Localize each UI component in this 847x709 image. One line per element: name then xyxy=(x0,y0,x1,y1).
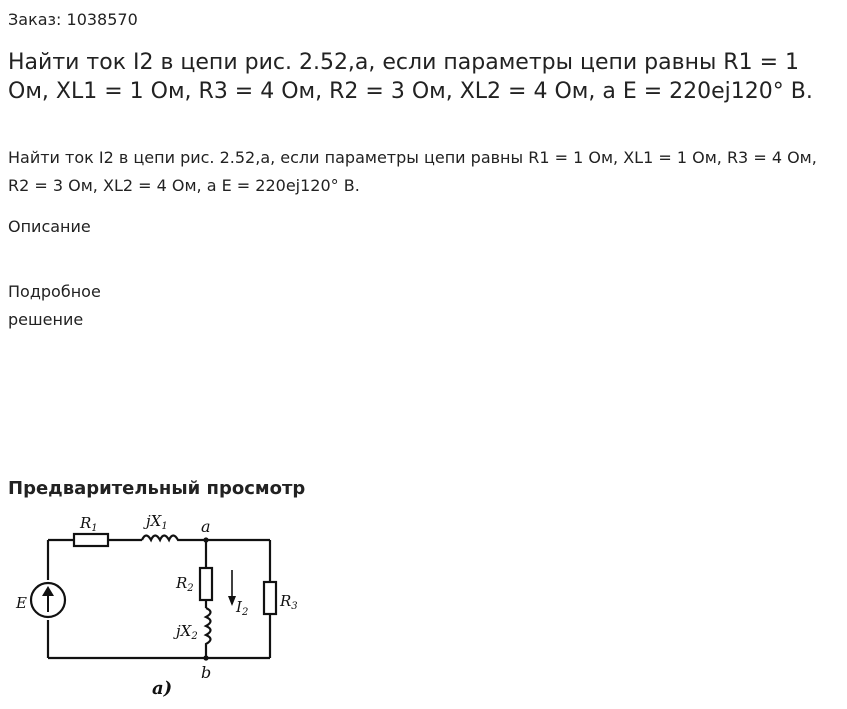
circuit-preview-image xyxy=(8,508,308,703)
description-label: Описание xyxy=(8,217,91,236)
inductor-x1 xyxy=(142,536,180,541)
label-x2: $jX_2$ xyxy=(176,622,198,642)
label-r1: $R_1$ xyxy=(80,514,98,534)
label-node-b: b xyxy=(201,663,212,682)
label-r2: $R_2$ xyxy=(176,574,194,594)
task-title: Найти ток I2 в цепи рис. 2.52,а, если параметры цепи равны R1 = 1 Ом, XL1 = 1 Ом, R3 = 4 Ом, R2 = 3 Ом, XL2 = 4 Ом, а E = 220ej120° B. xyxy=(8,50,813,104)
emf-source xyxy=(31,583,65,617)
order-number: Заказ: 1038570 xyxy=(8,10,138,29)
task-summary: Найти ток I2 в цепи рис. 2.52,а, если параметры цепи равны R1 = 1 Ом, XL1 = 1 Ом, R3 = 4 Ом, R2 = 3 Ом, XL2 = 4 Ом, а E = 220ej120° B. xyxy=(8,148,817,195)
resistor-r1 xyxy=(74,534,108,546)
resistor-r2 xyxy=(200,568,212,600)
inductor-x2 xyxy=(206,608,211,646)
label-i2: $I_2$ xyxy=(236,598,249,618)
node-a-dot xyxy=(203,537,208,542)
detailed-solution-label: Подробное решение xyxy=(8,282,101,329)
resistor-r3 xyxy=(264,582,276,614)
figure-caption: a) xyxy=(152,678,173,699)
label-r3: $R_3$ xyxy=(280,592,298,612)
current-arrow-i2 xyxy=(228,570,236,606)
label-x1: $jX_1$ xyxy=(146,512,168,532)
node-b-dot xyxy=(203,655,208,660)
label-node-a: a xyxy=(201,517,211,536)
label-e: E xyxy=(16,594,27,612)
preview-heading: Предварительный просмотр xyxy=(8,478,306,499)
